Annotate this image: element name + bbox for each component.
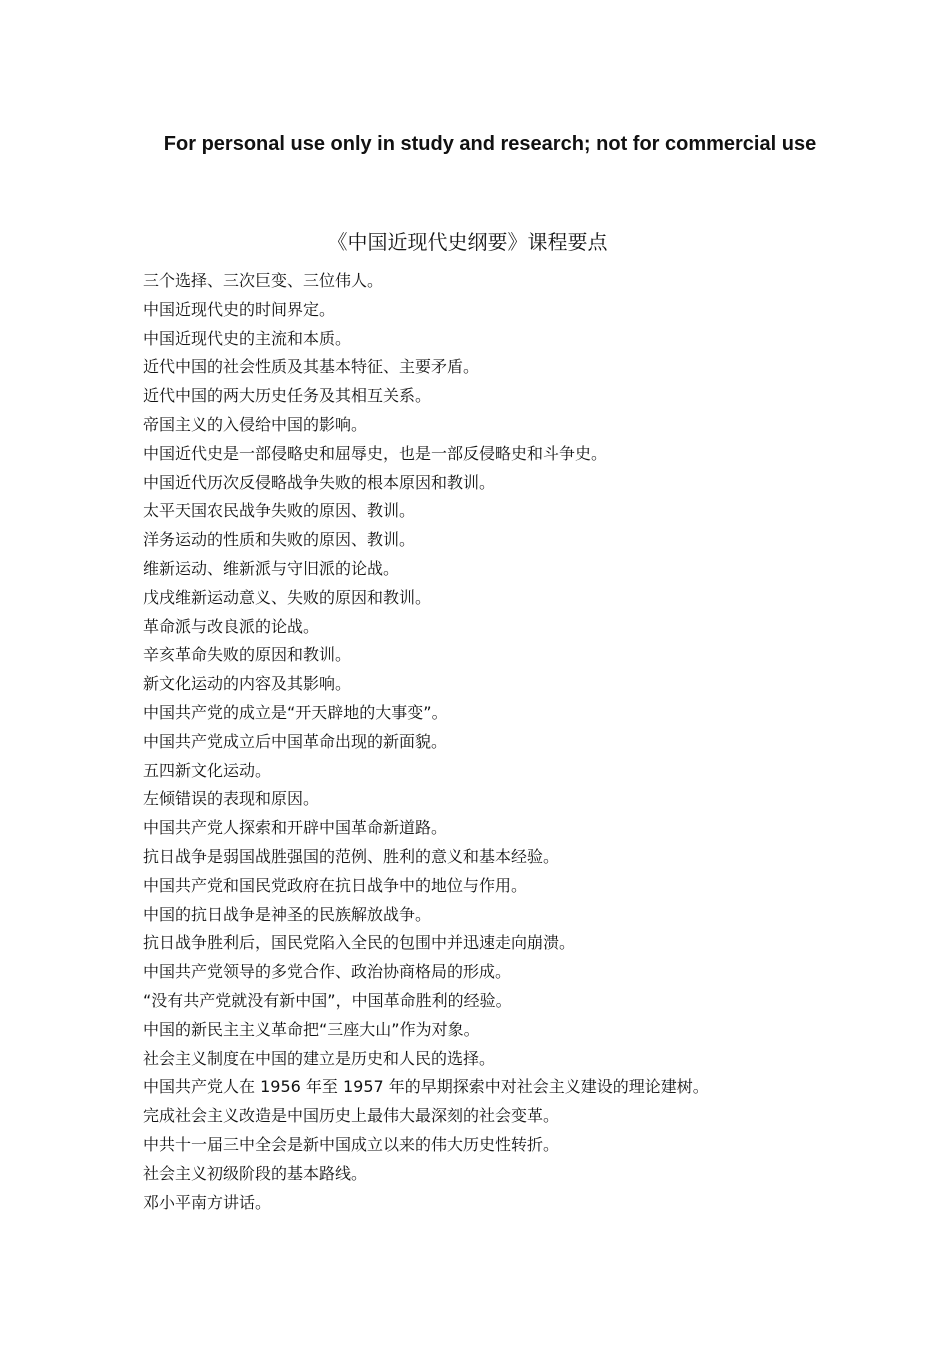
list-item: 中国共产党人探索和开辟中国革命新道路。 (143, 818, 448, 838)
list-item: 中国近代历次反侵略战争失败的根本原因和教训。 (143, 472, 496, 492)
list-item: 中国近现代史的时间界定。 (143, 299, 336, 319)
list-item: 近代中国的社会性质及其基本特征、主要矛盾。 (143, 357, 480, 377)
list-item: 新文化运动的内容及其影响。 (143, 674, 352, 694)
list-item: 戊戌维新运动意义、失败的原因和教训。 (143, 587, 432, 607)
list-item: 中国共产党领导的多党合作、政治协商格局的形成。 (143, 962, 512, 982)
key-points-list (143, 267, 923, 1217)
list-item: 中国的抗日战争是神圣的民族解放战争。 (143, 904, 432, 924)
list-item: 革命派与改良派的论战。 (143, 616, 320, 636)
list-item: “没有共产党就没有新中国”，中国革命胜利的经验。 (143, 990, 512, 1010)
list-item: 社会主义初级阶段的基本路线。 (143, 1163, 368, 1183)
list-item: 中国共产党成立后中国革命出现的新面貌。 (143, 731, 448, 751)
list-item: 中国的新民主主义革命把“三座大山”作为对象。 (143, 1019, 480, 1039)
list-item: 帝国主义的入侵给中国的影响。 (143, 414, 368, 434)
list-item: 中国近代史是一部侵略史和屈辱史，也是一部反侵略史和斗争史。 (143, 443, 608, 463)
usage-notice: For personal use only in study and research; not for commercial use (163, 133, 817, 155)
list-item: 社会主义制度在中国的建立是历史和人民的选择。 (143, 1048, 496, 1068)
list-item: 三个选择、三次巨变、三位伟人。 (143, 271, 384, 290)
list-item: 中国共产党和国民党政府在抗日战争中的地位与作用。 (143, 875, 528, 895)
list-item: 中国共产党人在 1956 年至 1957 年的早期探索中对社会主义建设的理论建树。 (143, 1077, 709, 1097)
list-item: 辛亥革命失败的原因和教训。 (143, 645, 352, 665)
list-item: 左倾错误的表现和原因。 (143, 789, 320, 809)
list-item: 太平天国农民战争失败的原因、教训。 (143, 501, 416, 521)
list-item: 中国近现代史的主流和本质。 (143, 328, 352, 348)
list-item: 维新运动、维新派与守旧派的论战。 (143, 558, 400, 578)
list-item: 抗日战争胜利后，国民党陷入全民的包围中并迅速走向崩溃。 (143, 933, 576, 953)
list-item: 中国共产党的成立是“开天辟地的大事变”。 (143, 702, 448, 722)
document-title: 《中国近现代史纲要》课程要点 (327, 230, 608, 254)
list-item: 中共十一届三中全会是新中国成立以来的伟大历史性转折。 (143, 1134, 560, 1154)
list-item: 洋务运动的性质和失败的原因、教训。 (143, 530, 416, 550)
list-item: 五四新文化运动。 (143, 760, 272, 780)
list-item: 完成社会主义改造是中国历史上最伟大最深刻的社会变革。 (143, 1106, 560, 1126)
list-item: 抗日战争是弱国战胜强国的范例、胜利的意义和基本经验。 (143, 846, 560, 866)
list-item: 邓小平南方讲话。 (143, 1192, 272, 1212)
list-item: 近代中国的两大历史任务及其相互关系。 (143, 386, 432, 406)
